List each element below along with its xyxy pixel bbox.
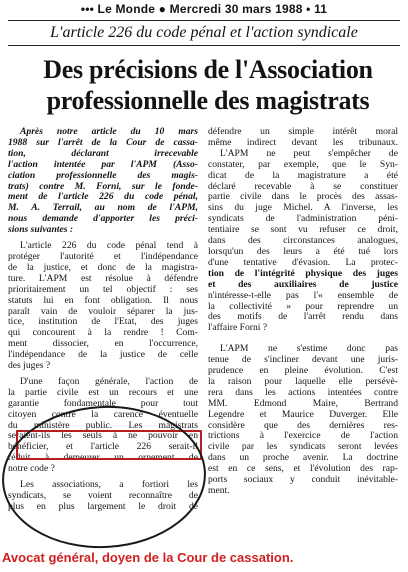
text-line: MM. Edmond Maire, Bertrand — [208, 398, 398, 409]
text-line: garantie fondamentale pour tout — [8, 398, 198, 409]
text-line: tion, déclarant irrecevable — [8, 148, 198, 159]
text-line: L'APM ne s'estime donc pas — [220, 344, 398, 355]
text-line: protéger l'autorité et l'indépendance — [8, 251, 198, 262]
text-line: citoyen contre la carence éventuelle — [8, 409, 198, 420]
headline-line-2: professionnelle des magistrats — [46, 86, 370, 115]
text-line: l'affaire Forni ? — [208, 323, 268, 334]
text-line: sins du juge Michel. A l'inverse, les — [208, 203, 398, 214]
text-line: n'intéresse-t-elle pas l'« ensemble de — [208, 290, 398, 301]
text-line: paraît vain de vouloir séparer la jus- — [8, 306, 198, 317]
caption: Avocat général, doyen de la Cour de cassation. — [2, 550, 294, 565]
text-line: déclaré recevable à se constituer — [208, 181, 398, 192]
text-line: ment de l'article 226 du code pénal, — [8, 192, 198, 203]
intro-paragraph — [8, 127, 198, 236]
text-line: ment. — [208, 486, 230, 496]
text-line: Legendre et Maurice Duverger. Elle — [208, 409, 398, 420]
text-line: prudence en pleine évolution. C'est — [208, 366, 398, 377]
text-line: dans des circonstances analogues, — [208, 236, 398, 247]
right-column — [208, 127, 398, 497]
body-paragraph-4 — [208, 127, 398, 334]
text-line: même indirect devant les tribunaux. — [208, 137, 398, 148]
text-line: seraient-ils les seuls à ne pouvoir en — [8, 431, 198, 442]
text-line: est en ce sens, et l'évolution des rap- — [208, 464, 398, 475]
text-line: la raison pour laquelle elle persévè- — [208, 376, 398, 387]
text-line: dans un proche avenir. La doctrine — [208, 453, 398, 464]
text-line: ciation professionnelle des magis- — [8, 170, 198, 181]
body-paragraph-1 — [8, 241, 198, 372]
text-line: 1988 sur l'arrêt de la Cour de cassa- — [8, 137, 198, 148]
headline-line-1: Des précisions de l'Association — [43, 55, 373, 84]
body-paragraph-5 — [208, 344, 398, 497]
text-line: trats) contre M. Forni, sur le fonde- — [8, 181, 198, 192]
text-line: réduit à demeurer un ornement de — [8, 453, 198, 464]
text-line: syndicats, se voient reconnaître de — [8, 491, 198, 501]
text-line: tion de l'intégrité physique des juges — [208, 268, 398, 279]
text-line: partie civile dans le procès des assas- — [208, 192, 398, 203]
text-line: ture. L'APM est résolue à défendre — [8, 273, 198, 284]
text-line: civile par les syndicats seront levées — [208, 442, 398, 453]
text-line: constater, par exemple, que le Syn- — [208, 159, 398, 170]
text-line: des juges ? — [8, 361, 51, 372]
text-line: L'article 226 du code pénal tend à — [20, 241, 198, 252]
text-line: la partie civile est un recours et une — [8, 387, 198, 398]
text-line: ment dissocier, en l'occurrence, — [8, 339, 198, 350]
headline — [18, 54, 398, 116]
text-line: des motifs de l'arrêt rendu dans — [208, 312, 398, 323]
text-line: rera dans les actions intentées contre — [208, 387, 398, 398]
text-line: bénéficier, et l'article 226 serait-il — [8, 442, 198, 453]
text-line: M. A. Terrail, au nom de l'APM, — [8, 203, 198, 214]
text-line: l'action intentée par l'APM (Asso- — [8, 159, 198, 170]
text-line: défendre un simple intérêt moral — [208, 127, 398, 137]
text-line: notre code ? — [8, 464, 55, 475]
text-line: trictions à l'exercice de l'action — [208, 431, 398, 442]
text-line: nous demande d'apporter les préci- — [8, 214, 198, 225]
section-kicker: L'article 226 du code pénal et l'action syndicale — [8, 20, 400, 46]
text-line: dicat de la magistrature a été — [208, 170, 398, 181]
text-line: syndicats de l'administration péni- — [208, 214, 398, 225]
text-line: plus en plus largement le droit de — [8, 501, 198, 512]
text-line: la collectivité » pour reprendre un — [208, 301, 398, 312]
text-line: lorsqu'un des leurs a été tué lors — [208, 246, 398, 257]
text-line: qui concourent à la rendre ! Com- — [8, 328, 198, 339]
text-line: tenue de s'incliner devant une juris- — [208, 355, 398, 366]
text-line: l'indépendance de la justice de celle — [8, 350, 198, 361]
text-line: prioritairement un tel objectif : ses — [8, 284, 198, 295]
text-line: ports sociaux y conduit inévitable- — [208, 475, 398, 486]
text-line: D'une façon générale, l'action de — [20, 376, 198, 387]
text-line: du ministère public. Les magistrats — [8, 420, 198, 431]
text-line: sions suivantes : — [8, 225, 74, 236]
text-line: statuts lui en font obligation. Il nous — [8, 295, 198, 306]
text-line: L'APM ne peut s'empêcher de — [220, 148, 398, 159]
text-line: tentiaire se sont vu refuser ce droit, — [208, 225, 398, 236]
text-line: d'une tentative d'évasion. La protec- — [208, 257, 398, 268]
masthead-line: ••• Le Monde ● Mercredi 30 mars 1988 • 11 — [80, 2, 328, 16]
text-line: considère que des dernières res- — [208, 420, 398, 431]
text-line: et des auxiliaires de justice — [208, 279, 398, 290]
text-line: tice, institution de l'Etat, des juges — [8, 317, 198, 328]
text-line: de la justice, et donc de la magistra- — [8, 262, 198, 273]
text-line: Après notre article du 10 mars — [20, 127, 198, 137]
text-line: Les associations, a fortiori les — [20, 480, 198, 491]
